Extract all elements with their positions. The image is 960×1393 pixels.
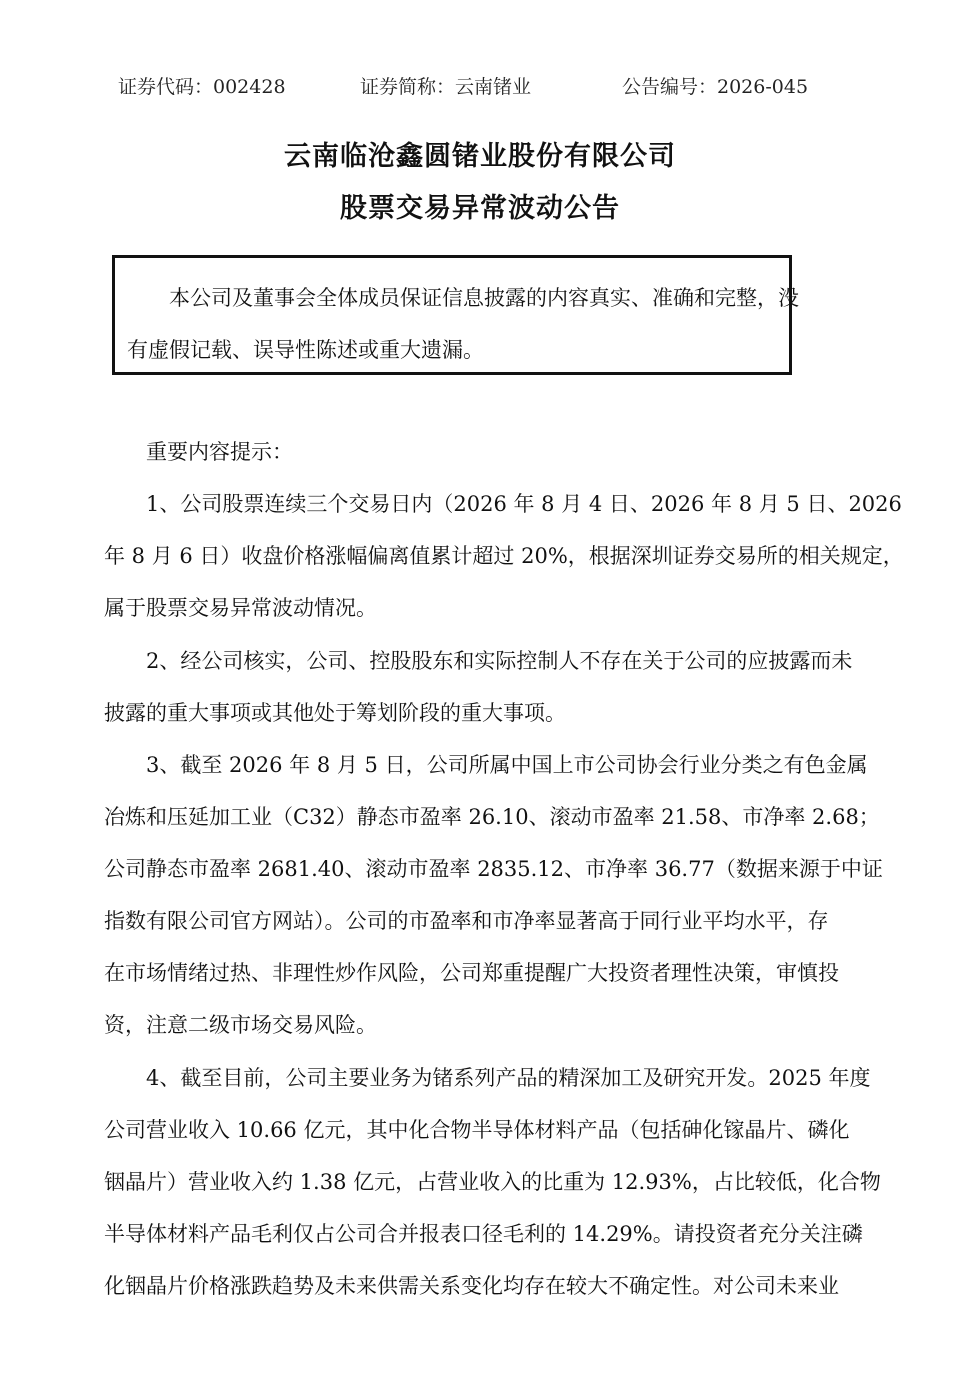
- paragraph-2-line: 2、经公司核实，公司、控股股东和实际控制人不存在关于公司的应披露而未: [146, 649, 853, 673]
- paragraph-2-line: 披露的重大事项或其他处于筹划阶段的重大事项。: [104, 701, 566, 725]
- stock-short-name: 证券简称：云南锗业: [360, 76, 532, 98]
- section-heading: 重要内容提示：: [146, 440, 293, 464]
- disclosure-statement-box: [112, 255, 799, 375]
- paragraph-3-line: 冶炼和压延加工业（C32）静态市盈率 26.10、滚动市盈率 21.58、市净率 2.68；: [104, 805, 880, 829]
- paragraph-4-line: 4、截至目前，公司主要业务为锗系列产品的精深加工及研究开发。2025 年度: [146, 1066, 871, 1090]
- paragraph-1-line: 属于股票交易异常波动情况。: [104, 596, 377, 620]
- paragraph-3-line: 在市场情绪过热、非理性炒作风险，公司郑重提醒广大投资者理性决策，审慎投: [104, 961, 839, 985]
- paragraph-3-line: 指数有限公司官方网站）。公司的市盈率和市净率显著高于同行业平均水平，存: [104, 909, 829, 933]
- paragraph-4-line: 铟晶片）营业收入约 1.38 亿元，占营业收入的比重为 12.93%，占比较低，化合物: [104, 1170, 881, 1194]
- statement-line: 有虚假记载、误导性陈述或重大遗漏。: [127, 338, 484, 362]
- statement-line: 本公司及董事会全体成员保证信息披露的内容真实、准确和完整，没: [169, 286, 799, 310]
- stock-code: 证券代码：002428: [118, 76, 286, 98]
- company-name-title: 云南临沧鑫圆锗业股份有限公司: [284, 141, 676, 172]
- announcement-header: [0, 72, 960, 102]
- announcement-number: 公告编号：2026-045: [622, 76, 809, 98]
- paragraph-3-line: 公司静态市盈率 2681.40、滚动市盈率 2835.12、市净率 36.77（数据来源于中证: [104, 857, 883, 881]
- paragraph-3-line: 资，注意二级市场交易风险。: [104, 1013, 377, 1037]
- paragraph-1-line: 1、公司股票连续三个交易日内（2026 年 8 月 4 日、2026 年 8 月 5 日、2026: [146, 492, 902, 516]
- paragraph-4-line: 公司营业收入 10.66 亿元，其中化合物半导体材料产品（包括砷化镓晶片、磷化: [104, 1118, 850, 1142]
- paragraph-4-line: 化铟晶片价格涨跌趋势及未来供需关系变化均存在较大不确定性。对公司未来业: [104, 1274, 839, 1298]
- announcement-title: 股票交易异常波动公告: [340, 193, 620, 224]
- paragraph-4-line: 半导体材料产品毛利仅占公司合并报表口径毛利的 14.29%。请投资者充分关注磷: [104, 1222, 863, 1246]
- paragraph-3-line: 3、截至 2026 年 8 月 5 日，公司所属中国上市公司协会行业分类之有色金属: [146, 753, 868, 777]
- paragraph-1-line: 年 8 月 6 日）收盘价格涨幅偏离值累计超过 20%，根据深圳证券交易所的相关规定，: [104, 544, 904, 568]
